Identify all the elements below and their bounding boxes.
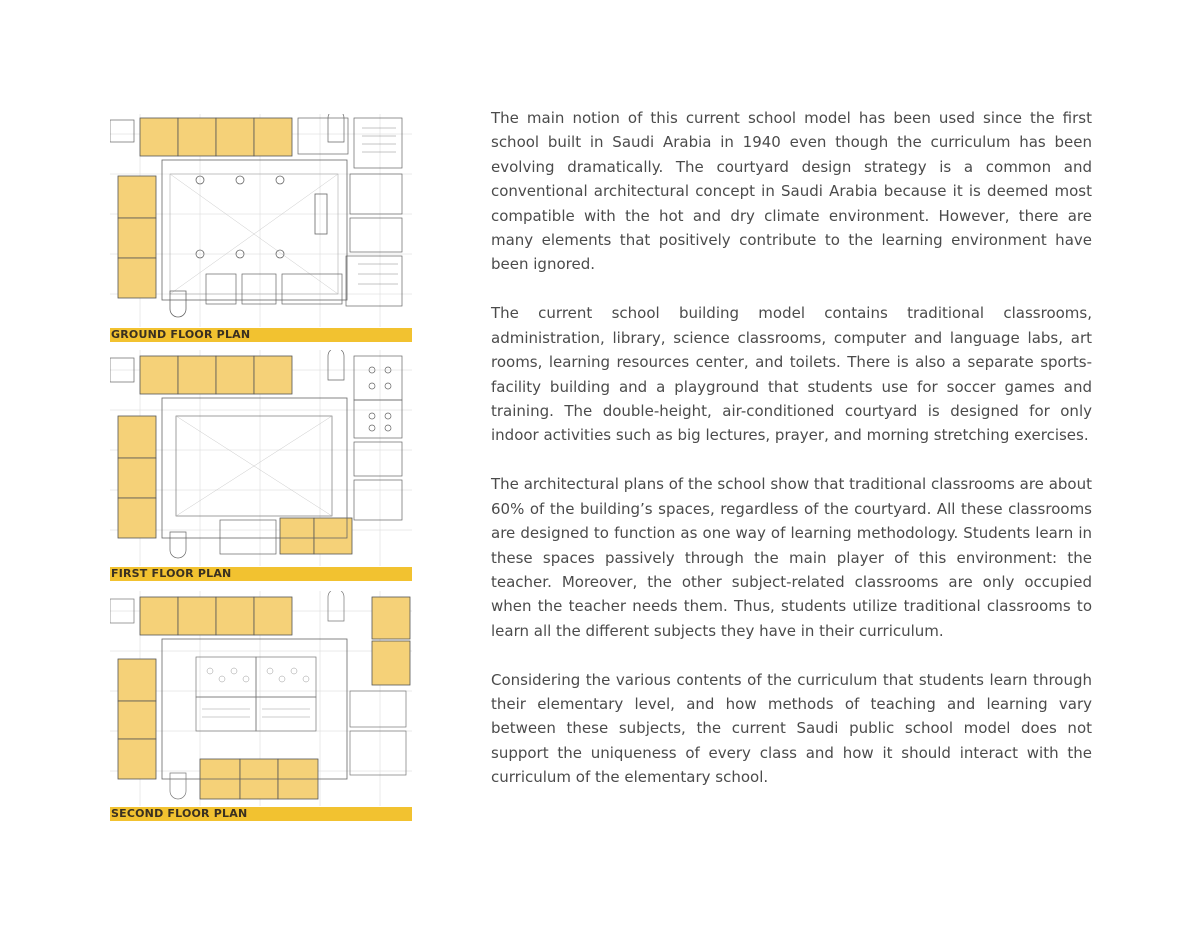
body-text <box>491 106 1092 814</box>
first-floor-plan-label: FIRST FLOOR PLAN <box>110 567 412 581</box>
ground-floor-drawing <box>110 114 412 327</box>
second-floor-plan-label: SECOND FLOOR PLAN <box>110 807 412 821</box>
paragraph-3: The architectural plans of the school show that traditional classrooms are about 60% of the building’s spaces, regardless of the courtyard. All these classrooms are designed to function as one way of learning methodology. Students learn in these spaces passively through the main player of this environment: the teacher. Moreover, the other subject-related classrooms are only occupied when the teacher needs them. Thus, students utilize traditional classrooms to learn all the different subjects they have in their curriculum. <box>491 475 1092 640</box>
first-floor-plan <box>110 350 412 581</box>
paragraph-4: Considering the various contents of the curriculum that students learn through their elementary level, and how methods of teaching and learning vary between these subjects, the current Saudi public school model does not support the uniqueness of every class and how it should interact with the curriculum of the elementary school. <box>491 670 1092 787</box>
first-floor-drawing <box>110 350 412 566</box>
second-floor-plan <box>110 591 412 821</box>
second-floor-drawing <box>110 591 412 806</box>
ground-floor-plan <box>110 114 412 342</box>
paragraph-1: The main notion of this current school model has been used since the first school built in Saudi Arabia in 1940 even though the curriculum has been evolving dramatically. The courtyard design strategy is a common and conventional architectural concept in Saudi Arabia because it is deemed most compatible with the hot and dry climate environment. However, there are many elements that positively contribute to the learning environment have been ignored. <box>491 109 1092 274</box>
paragraph-2: The current school building model contains traditional classrooms, administration, library, science classrooms, computer and language labs, art rooms, learning resources center, and toilets. There is also a separate sports-facility building and a playground that students use for soccer games and training. The double-height, air-conditioned courtyard is designed for only indoor activities such as big lectures, prayer, and morning stretching exercises. <box>491 304 1092 445</box>
ground-floor-plan-label: GROUND FLOOR PLAN <box>110 328 412 342</box>
